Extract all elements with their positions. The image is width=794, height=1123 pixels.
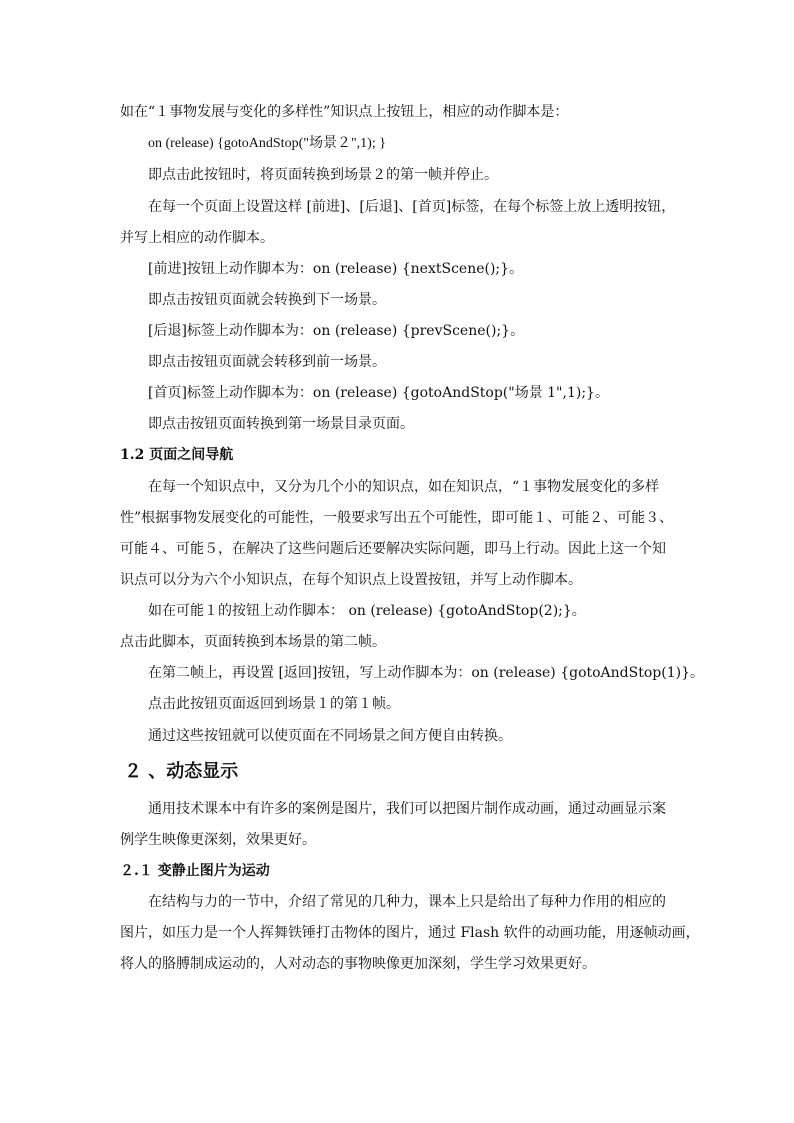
paragraph-line: 即点击按钮页面就会转换到下一场景。 (148, 292, 386, 308)
paragraph-line: [后退]标签上动作脚本为：on (release) {prevScene();}。 (148, 323, 525, 339)
paragraph-line: 可能４、可能５，在解决了这些问题后还要解决实际问题，即马上行动。因此上这一个知 (120, 541, 666, 557)
paragraph-line: 并写上相应的动作脚本。 (120, 230, 274, 246)
chapter-heading: ２ 、动态显示 (124, 761, 239, 782)
paragraph-line: 将人的胳膊制成运动的，人对动态的事物映像更加深刻，学生学习效果更好。 (120, 956, 596, 972)
paragraph-line: 在每一个页面上设置这样 [前进]、[后退]、[首页]标签，在每个标签上放上透明按钮， (148, 199, 676, 215)
paragraph-line: 通过这些按钮就可以使页面在不同场景之间方便自由转换。 (148, 728, 512, 744)
paragraph-line: 即点击按钮页面转换到第一场景目录页面。 (148, 416, 414, 432)
paragraph-line: 即点击按钮页面就会转移到前一场景。 (148, 354, 386, 370)
paragraph-line: 通用技术课本中有许多的案例是图片，我们可以把图片制作成动画，通过动画显示案 (148, 801, 666, 817)
paragraph-line: 图片，如压力是一个人挥舞铁锤打击物体的图片，通过 Flash 软件的动画功能，用逐帧动画， (120, 925, 700, 941)
paragraph-line: 在结构与力的一节中，介绍了常见的几种力，课本上只是给出了每种力作用的相应的 (148, 894, 666, 910)
paragraph-line: [前进]按钮上动作脚本为：on (release) {nextScene();}。 (148, 261, 524, 277)
paragraph-line: 如在“１事物发展与变化的多样性”知识点上按钮上，相应的动作脚本是： (120, 104, 569, 120)
code-line: on (release) {gotoAndStop("场景２",1); } (148, 136, 386, 151)
paragraph-line: 性”根据事物发展变化的可能性，一般要求写出五个可能性，即可能１、可能２、可能３、 (120, 510, 674, 526)
paragraph-line: 点击此脚本，页面转换到本场景的第二帧。 (120, 634, 386, 650)
paragraph-line: 例学生映像更深刻，效果更好。 (120, 832, 316, 848)
paragraph-line: 在每一个知识点中，又分为几个小的知识点，如在知识点，“１事物发展变化的多样 (148, 479, 660, 495)
paragraph-line: 在第二帧上，再设置 [返回]按钮，写上动作脚本为：on (release) {gotoAndStop(1)}。 (148, 665, 704, 681)
paragraph-line: [首页]标签上动作脚本为：on (release) {gotoAndStop("场景 1",1);}。 (148, 385, 609, 401)
subsection-heading: ２.１ 变静止图片为运动 (120, 863, 270, 879)
paragraph-line: 如在可能１的按钮上动作脚本： on (release) {gotoAndStop(2);}。 (148, 603, 586, 619)
paragraph-line: 点击此按钮页面返回到场景１的第１帧。 (148, 696, 400, 712)
section-heading: 1.2 页面之间导航 (120, 447, 234, 463)
paragraph-line: 即点击此按钮时，将页面转换到场景２的第一帧并停止。 (148, 167, 498, 183)
paragraph-line: 识点可以分为六个小知识点，在每个知识点上设置按钮，并写上动作脚本。 (120, 572, 582, 588)
